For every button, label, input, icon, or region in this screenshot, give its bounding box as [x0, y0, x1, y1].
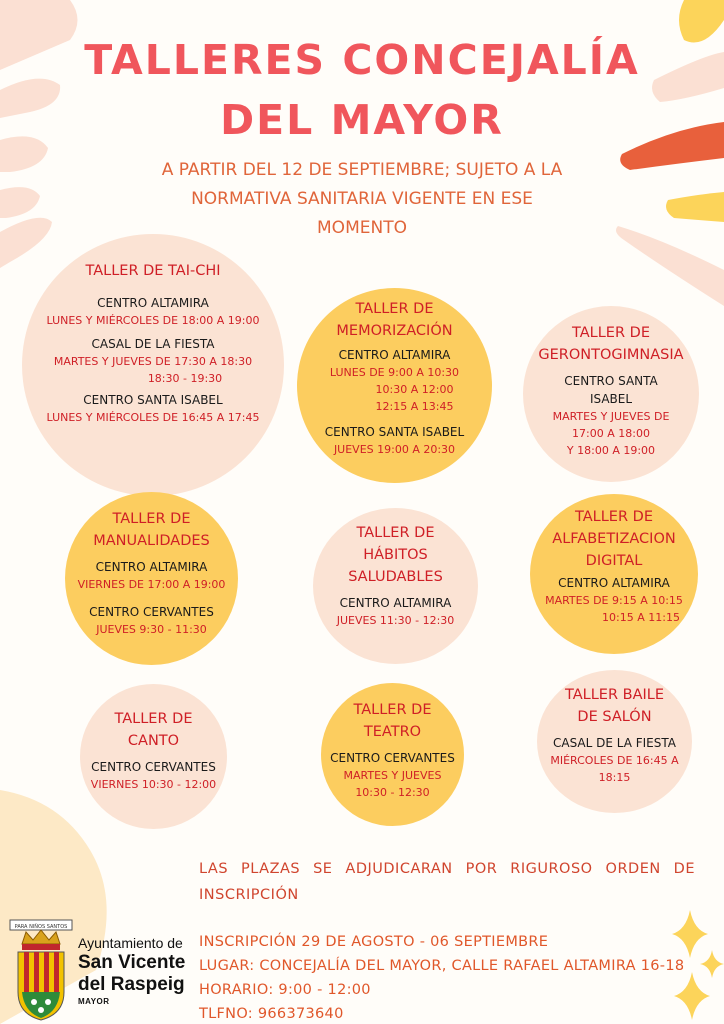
- workshop-place: CENTRO ALTAMIRA: [558, 576, 670, 590]
- workshop-manualidades: [65, 492, 238, 665]
- workshop-time: 10:15 A 11:15: [602, 611, 680, 624]
- workshop-place: CASAL DE LA FIESTA: [552, 736, 676, 750]
- workshop-title: TALLER DE: [575, 509, 653, 525]
- workshop-time: JUEVES 11:30 - 12:30: [336, 614, 455, 627]
- workshop-place: CENTRO ALTAMIRA: [339, 596, 452, 610]
- workshop-title: MEMORIZACIÓN: [336, 323, 453, 339]
- workshop-title: TALLER DE: [114, 711, 193, 727]
- workshop-title: TALLER DE: [355, 301, 434, 317]
- workshop-title: SALUDABLES: [348, 569, 443, 585]
- workshop-title: DIGITAL: [585, 553, 643, 569]
- workshop-title: TALLER DE TAI-CHI: [85, 263, 221, 279]
- workshop-memorizacion: [297, 288, 492, 483]
- info-lugar: LUGAR: CONCEJALÍA DEL MAYOR, CALLE RAFAEL ALTAMIRA 16-18: [199, 958, 685, 974]
- workshop-title: CANTO: [127, 733, 180, 749]
- workshop-time: 18:30 - 19:30: [147, 372, 223, 385]
- workshop-time: 12:15 A 13:45: [375, 400, 454, 413]
- workshop-title: TALLER DE: [572, 325, 650, 341]
- registration-notice: LAS PLAZAS SE ADJUDICARAN POR RIGUROSO ORDEN DE INSCRIPCIÓN: [199, 861, 695, 903]
- workshop-time: LUNES DE 9:00 A 10:30: [329, 366, 460, 379]
- workshop-title: HÁBITOS: [363, 547, 428, 563]
- page-title-line2: DEL MAYOR: [220, 96, 504, 144]
- workshop-place: CENTRO CERVANTES: [89, 605, 214, 619]
- workshop-baile: [537, 670, 692, 813]
- workshop-time: MARTES Y JUEVES DE: [552, 410, 670, 423]
- workshop-time: JUEVES 19:00 A 20:30: [333, 443, 456, 456]
- workshop-place: CENTRO ALTAMIRA: [338, 348, 451, 362]
- workshop-alfabetizacion: [530, 494, 698, 654]
- workshop-time: 18:15: [598, 771, 631, 784]
- workshop-time: MIÉRCOLES DE 16:45 A: [550, 754, 679, 767]
- workshop-title: TEATRO: [363, 724, 422, 740]
- info-telefono: TLFNO: 966373640: [199, 1006, 344, 1022]
- workshop-place: CENTRO SANTA ISABEL: [83, 393, 223, 407]
- workshop-title: ALFABETIZACION: [552, 531, 676, 547]
- workshop-time: 17:00 A 18:00: [572, 427, 650, 440]
- workshop-time: 10:30 A 12:00: [375, 383, 454, 396]
- workshop-place: CENTRO SANTA ISABEL: [324, 425, 465, 439]
- workshop-canto: [80, 684, 227, 829]
- workshop-title: MANUALIDADES: [93, 533, 210, 549]
- workshop-gerontogimnasia: [523, 306, 699, 482]
- workshop-title: TALLER DE: [356, 525, 435, 541]
- workshop-time: VIERNES 10:30 - 12:00: [90, 778, 217, 791]
- workshop-place: CENTRO CERVANTES: [330, 751, 455, 765]
- workshop-time: MARTES Y JUEVES DE 17:30 A 18:30: [53, 355, 253, 368]
- info-horario: HORARIO: 9:00 - 12:00: [199, 982, 371, 998]
- workshop-place: CASAL DE LA FIESTA: [91, 337, 215, 351]
- workshop-time: JUEVES 9:30 - 11:30: [96, 623, 207, 636]
- subtitle: A PARTIR DEL 12 DE SEPTIEMBRE; SUJETO A LA NORMATIVA SANITARIA VIGENTE EN ESE MOMENTO: [161, 160, 563, 238]
- workshop-time: MARTES Y JUEVES: [343, 769, 442, 782]
- coat-of-arms-logo: [8, 918, 74, 1022]
- workshop-habitos: [313, 508, 478, 664]
- workshop-place: CENTRO ALTAMIRA: [95, 560, 208, 574]
- workshop-title: TALLER DE: [112, 511, 191, 527]
- workshop-title: TALLER BAILE: [564, 687, 665, 703]
- workshop-time: MARTES DE 9:15 A 10:15: [545, 594, 683, 607]
- info-inscripcion: INSCRIPCIÓN 29 DE AGOSTO - 06 SEPTIEMBRE: [199, 934, 549, 950]
- workshop-place: CENTRO SANTA: [564, 374, 658, 388]
- workshop-taichi: [22, 234, 284, 496]
- workshop-teatro: [321, 683, 464, 826]
- workshop-time: LUNES Y MIÉRCOLES DE 18:00 A 19:00: [46, 314, 260, 327]
- workshop-title: DE SALÓN: [577, 709, 652, 725]
- workshop-title: GERONTOGIMNASIA: [538, 347, 684, 363]
- workshop-time: Y 18:00 A 19:00: [566, 444, 656, 457]
- workshop-place: CENTRO CERVANTES: [91, 760, 216, 774]
- page-title-line1: TALLERES CONCEJALÍA: [84, 36, 640, 84]
- workshop-time: VIERNES DE 17:00 A 19:00: [77, 578, 226, 591]
- logo-banner: PARA NIÑOS SANTOS: [14, 924, 68, 930]
- workshop-place: CENTRO ALTAMIRA: [97, 296, 209, 310]
- workshop-time: LUNES Y MIÉRCOLES DE 16:45 A 17:45: [46, 411, 260, 424]
- workshop-place: ISABEL: [589, 392, 633, 406]
- logo-text: Ayuntamiento de San Vicente del Raspeig MAYOR: [78, 935, 186, 1006]
- workshop-time: 10:30 - 12:30: [355, 786, 430, 799]
- workshop-title: TALLER DE: [353, 702, 432, 718]
